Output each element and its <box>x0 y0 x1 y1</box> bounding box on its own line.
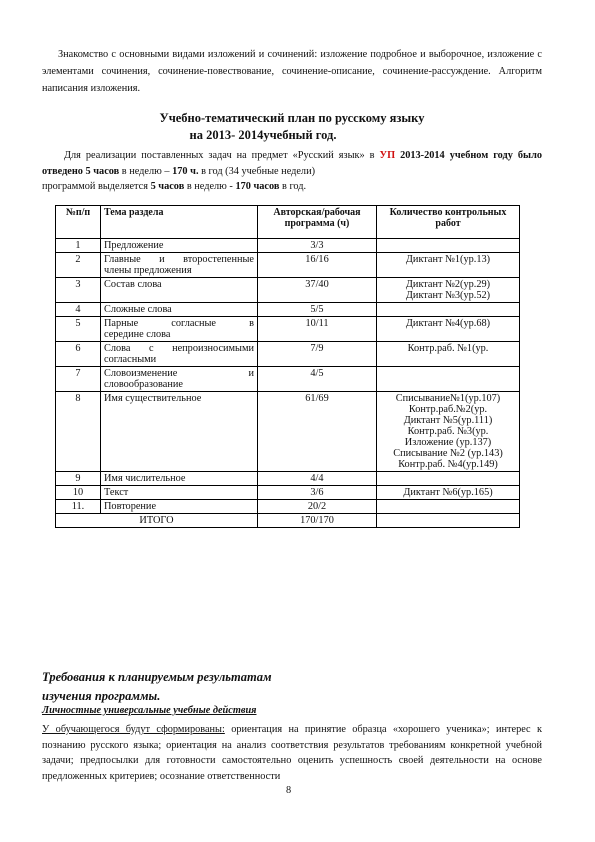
topic-line: Состав слова <box>104 279 162 290</box>
lead-line-2 <box>42 179 542 195</box>
lead-text: Для реализации поставленных задач на предмет «Русский язык» в <box>64 150 380 161</box>
yearly-hours: 170 ч. <box>172 165 199 177</box>
curriculum-abbr: УП <box>379 150 396 161</box>
row-hours: 3/3 <box>258 239 377 253</box>
total-hours: 170/170 <box>258 514 377 528</box>
row-tests <box>377 342 520 367</box>
table-row <box>56 472 520 486</box>
row-tests <box>377 367 520 392</box>
table-row <box>56 392 520 472</box>
row-hours: 4/5 <box>258 367 377 392</box>
lead-text: в год (34 учебные недели) <box>198 165 316 177</box>
row-topic <box>101 303 258 317</box>
test-entry: Диктант №2(ур.29) <box>405 279 491 290</box>
row-topic <box>101 342 258 367</box>
plan-title <box>42 110 542 144</box>
row-number: 6 <box>56 342 101 367</box>
row-number: 11. <box>56 500 101 514</box>
header-hours: Авторская/рабочая программа (ч) <box>258 206 377 239</box>
test-entry: Диктант №5(ур.111) <box>403 415 493 426</box>
lead-text: программой выделяется <box>42 181 151 192</box>
row-hours: 10/11 <box>258 317 377 342</box>
row-number: 3 <box>56 278 101 303</box>
lead-text: в неделю – <box>119 165 173 177</box>
lead-text: в неделю - <box>184 181 236 192</box>
topic-line: Повторение <box>104 501 157 512</box>
row-tests <box>377 317 520 342</box>
topic-line: Имя числительное <box>104 473 186 484</box>
row-topic <box>101 392 258 472</box>
total-label: ИТОГО <box>56 514 258 528</box>
plan-title-line1: Учебно-тематический план по русскому языку <box>159 111 425 125</box>
row-tests <box>377 486 520 500</box>
topic-line: Слова с непроизносимыми <box>104 343 254 354</box>
topic-line: Текст <box>104 487 129 498</box>
total-tests-cell <box>377 514 520 528</box>
topic-line: словообразование <box>104 379 183 390</box>
table-row <box>56 317 520 342</box>
lead-paragraph <box>42 148 542 195</box>
test-entry: Диктант №6(ур.165) <box>403 487 493 498</box>
topic-line: Предложение <box>104 240 164 251</box>
table-row <box>56 253 520 278</box>
row-hours: 7/9 <box>258 342 377 367</box>
row-number: 9 <box>56 472 101 486</box>
requirements-text: ориентация на принятие образца «хорошего ученика»; интерес к познанию русского языка; ориентация на анализ соответствия результатов требованиям конкретной учебной задачи; предпосылки для готовности самостоятельно оценить успешность своей деятельности на основе предложенных критериев; осознание ответственности <box>42 724 542 782</box>
requirements-heading-line1: Требования к планируемым результатам <box>42 670 272 684</box>
row-tests <box>377 303 520 317</box>
topic-line: середине слова <box>104 329 171 340</box>
plan-title-line2: на 2013- 2014учебный год. <box>189 128 337 142</box>
yearly-hours: 170 часов <box>235 181 280 192</box>
row-topic <box>101 486 258 500</box>
test-entry: Изложение (ур.137) <box>404 437 492 448</box>
row-number: 2 <box>56 253 101 278</box>
table-row <box>56 278 520 303</box>
row-tests <box>377 239 520 253</box>
row-hours: 4/4 <box>258 472 377 486</box>
lead-years: 2013-2014 учебном году было отведено <box>42 150 542 177</box>
row-hours: 37/40 <box>258 278 377 303</box>
requirements-lead-in: У обучающегося будут сформированы: <box>42 724 225 735</box>
row-number: 7 <box>56 367 101 392</box>
row-number: 10 <box>56 486 101 500</box>
row-hours: 16/16 <box>258 253 377 278</box>
row-topic <box>101 472 258 486</box>
page-number: 8 <box>286 785 292 796</box>
row-number: 5 <box>56 317 101 342</box>
thematic-plan-table <box>55 205 520 528</box>
row-hours: 61/69 <box>258 392 377 472</box>
row-topic <box>101 239 258 253</box>
weekly-hours: 5 часов <box>150 181 185 192</box>
requirements-heading <box>42 668 542 706</box>
header-topic: Тема раздела <box>101 206 258 239</box>
row-hours: 20/2 <box>258 500 377 514</box>
topic-line: согласными <box>104 354 157 365</box>
table-row <box>56 500 520 514</box>
test-entry: Контр.раб. №3(ур. <box>407 426 489 437</box>
row-tests <box>377 253 520 278</box>
row-number: 1 <box>56 239 101 253</box>
lead-line-1 <box>42 148 542 179</box>
row-hours: 5/5 <box>258 303 377 317</box>
test-entry: Диктант №3(ур.52) <box>405 290 491 301</box>
row-tests <box>377 392 520 472</box>
row-topic <box>101 500 258 514</box>
row-tests <box>377 472 520 486</box>
test-entry: Контр.раб.№2(ур. <box>408 404 488 415</box>
table-row <box>56 486 520 500</box>
lead-text: в год. <box>279 181 307 192</box>
table-body <box>56 239 520 514</box>
intro-paragraph: Знакомство с основными видами изложений и сочинений: изложение подробное и выборочное, изложение с элементами сочинения, сочинение-повествование, сочинение-описание, сочинение-рассуждение. Алгоритм написания изложения. <box>42 49 542 94</box>
row-tests <box>377 278 520 303</box>
row-topic <box>101 317 258 342</box>
requirements-body <box>42 722 542 784</box>
table-row <box>56 239 520 253</box>
row-topic <box>101 278 258 303</box>
table-row <box>56 367 520 392</box>
header-num: №п/п <box>56 206 101 239</box>
row-number: 8 <box>56 392 101 472</box>
requirements-heading-line2: изучения программы. <box>42 689 161 703</box>
weekly-hours: 5 часов <box>85 165 120 177</box>
row-topic <box>101 253 258 278</box>
row-topic <box>101 367 258 392</box>
personal-uud-subheading: Личностные универсальные учебные действия <box>42 705 257 716</box>
test-entry: Диктант №1(ур.13) <box>405 254 491 265</box>
row-hours: 3/6 <box>258 486 377 500</box>
test-entry: Контр.раб. №4(ур.149) <box>398 459 498 470</box>
topic-line: Сложные слова <box>104 304 172 315</box>
header-tests: Количество контрольных работ <box>377 206 520 239</box>
table-row <box>56 303 520 317</box>
topic-line: Словоизменение и <box>104 368 254 379</box>
row-tests <box>377 500 520 514</box>
topic-line: Главные и второстепенные <box>104 254 254 265</box>
topic-line: Парные согласные в <box>104 318 254 329</box>
table-header-row <box>56 206 520 239</box>
test-entry: Списывание№1(ур.107) <box>395 393 501 404</box>
test-entry: Диктант №4(ур.68) <box>405 318 491 329</box>
test-entry: Списывание №2 (ур.143) <box>393 448 503 459</box>
test-entry: Контр.раб. №1(ур. <box>407 343 489 354</box>
total-row <box>56 514 520 528</box>
topic-line: Имя существительное <box>104 393 202 404</box>
row-number: 4 <box>56 303 101 317</box>
table-row <box>56 342 520 367</box>
topic-line: члены предложения <box>104 265 192 276</box>
